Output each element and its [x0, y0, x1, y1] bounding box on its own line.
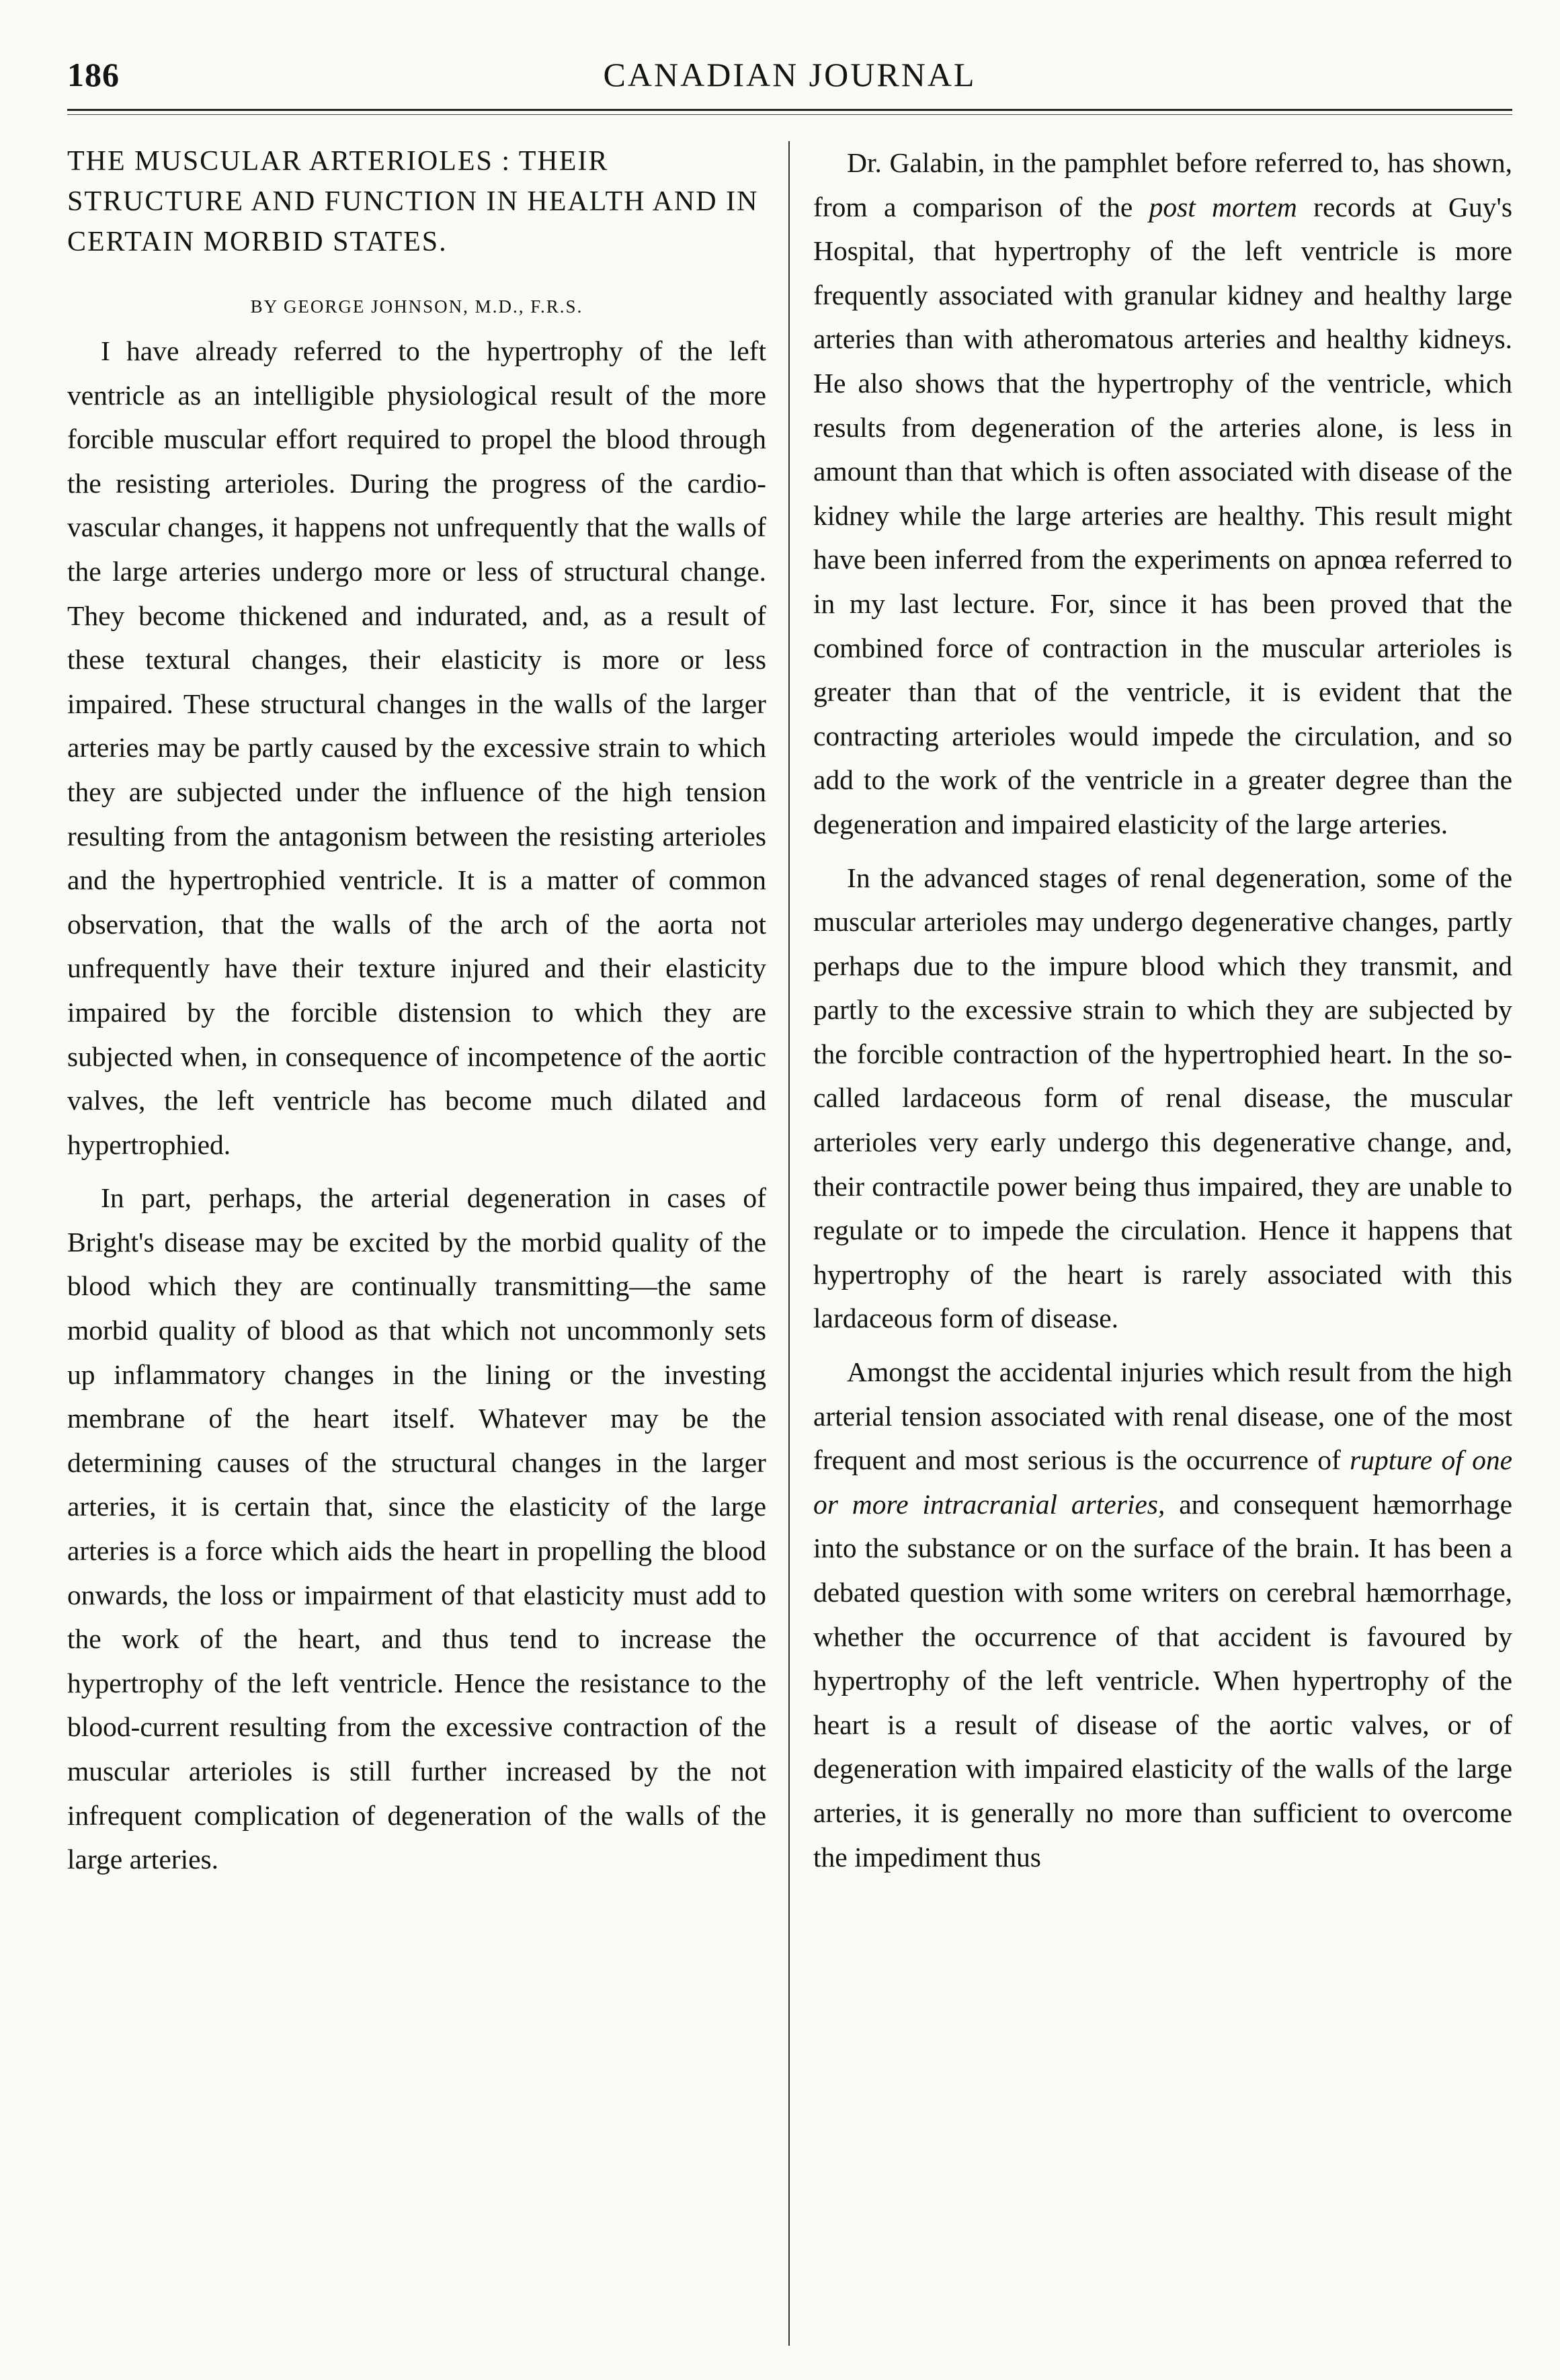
paragraph	[813, 141, 1512, 847]
running-head	[67, 47, 1512, 109]
text-run: and consequent hæmorrhage into the substance or on the surface of the brain. It has been a debated question with some writers on cerebral hæmorrhage, whether the occurrence of that accident is favoured by hypertrophy of the left ventricle. When hypertrophy of the heart is a result of disease of the aortic valves, or of degeneration with impaired elasticity of the walls of the large arteries, it is generally no more than sufficient to overcome the impediment thus	[813, 1488, 1512, 1873]
left-column	[67, 141, 766, 2346]
paragraph: In the advanced stages of renal degeneration, some of the muscular arterioles may undergo degenerative changes, partly perhaps due to the impure blood which they transmit, and partly to the excessive strain to which they are subjected by the forcible contraction of the hypertrophied heart. In the so-called lardaceous form of renal disease, the muscular arterioles very early undergo this degenerative change, and, their contractile power being thus impaired, they are unable to regulate or to impede the circulation. Hence it happens that hypertrophy of the heart is rarely associated with this lardaceous form of disease.	[813, 862, 1512, 1334]
header-rule	[67, 109, 1512, 111]
text-run: Dr. Galabin, in the pamphlet before referred to, has shown, from a comparison of the	[813, 147, 1512, 222]
paragraph: I have already referred to the hypertrophy of the left ventricle as an intelligible physiological result of the more forcible muscular effort required to propel the blood through the resisting arterioles. During the progress of the cardio-vascular changes, it happens not unfrequently that the walls of the large arteries undergo more or less of structural change. They become thickened and indurated, and, as a result of these textural changes, their elasticity is more or less impaired. These structural changes in the walls of the larger arteries may be partly caused by the excessive strain to which they are subjected under the influence of the high tension resulting from the antagonism between the resisting arterioles and the hypertrophied ventricle. It is a matter of common observation, that the walls of the arch of the aorta not unfrequently have their texture injured and their elasticity impaired by the forcible distension to which they are subjected when, in consequence of incompetence of the aortic valves, the left ventricle has become much dilated and hypertrophied.	[67, 335, 766, 1160]
article-title: THE MUSCULAR ARTERIOLES : THEIR STRUCTURE AND FUNCTION IN HEALTH AND IN CERTAIN MORBID STATES.	[67, 146, 759, 257]
italic-phrase: rupture of one or more intracranial arteries,	[813, 1444, 1512, 1520]
paragraph: In part, perhaps, the arterial degeneration in cases of Bright's disease may be excited by the morbid quality of the blood which they are continually transmitting—the same morbid quality of blood as that which not uncommonly sets up inflammatory changes in the lining or the investing membrane of the heart itself. Whatever may be the determining causes of the structural changes in the larger arteries, it is certain that, since the elasticity of the large arteries is a force which aids the heart in propelling the blood onwards, the loss or impairment of that elasticity must add to the work of the heart, and thus tend to increase the hypertrophy of the left ventricle. Hence the resistance to the blood-current resulting from the excessive contraction of the muscular arterioles is still further increased by the not infrequent complication of degeneration of the walls of the large arteries.	[67, 1182, 766, 1875]
text-run: records at Guy's Hospital, that hypertrophy of the left ventricle is more frequently associated with granular kidney and healthy large arteries than with atheromatous arteries and healthy kidneys. He also shows that the hypertrophy of the ventricle, which results from degeneration of the arteries alone, is less in amount than that which is often associated with disease of the kidney while the large arteries are healthy. This result might have been inferred from the experiments on apnœa referred to in my last lecture. For, since it has been proved that the combined force of contraction in the muscular arterioles is greater than that of the ventricle, it is evident that the contracting arterioles would impede the circulation, and so add to the work of the ventricle in a greater degree than the degeneration and impaired elasticity of the large arteries.	[813, 191, 1512, 839]
article-byline: BY GEORGE JOHNSON, M.D., F.R.S.	[250, 296, 583, 317]
italic-phrase: post mortem	[1149, 191, 1297, 222]
column-divider	[788, 141, 790, 2346]
journal-title: CANADIAN JOURNAL	[603, 56, 977, 93]
journal-page	[67, 47, 1512, 2346]
paragraph	[813, 1350, 1512, 1879]
two-column-body	[67, 141, 1512, 2346]
right-column	[813, 141, 1512, 2346]
text-run: Amongst the accidental injuries which result from the high arterial tension associated with renal disease, one of the most frequent and most serious is the occurrence of	[813, 1356, 1512, 1476]
page-number: 186	[67, 56, 120, 93]
header-rule-thin	[67, 114, 1512, 115]
